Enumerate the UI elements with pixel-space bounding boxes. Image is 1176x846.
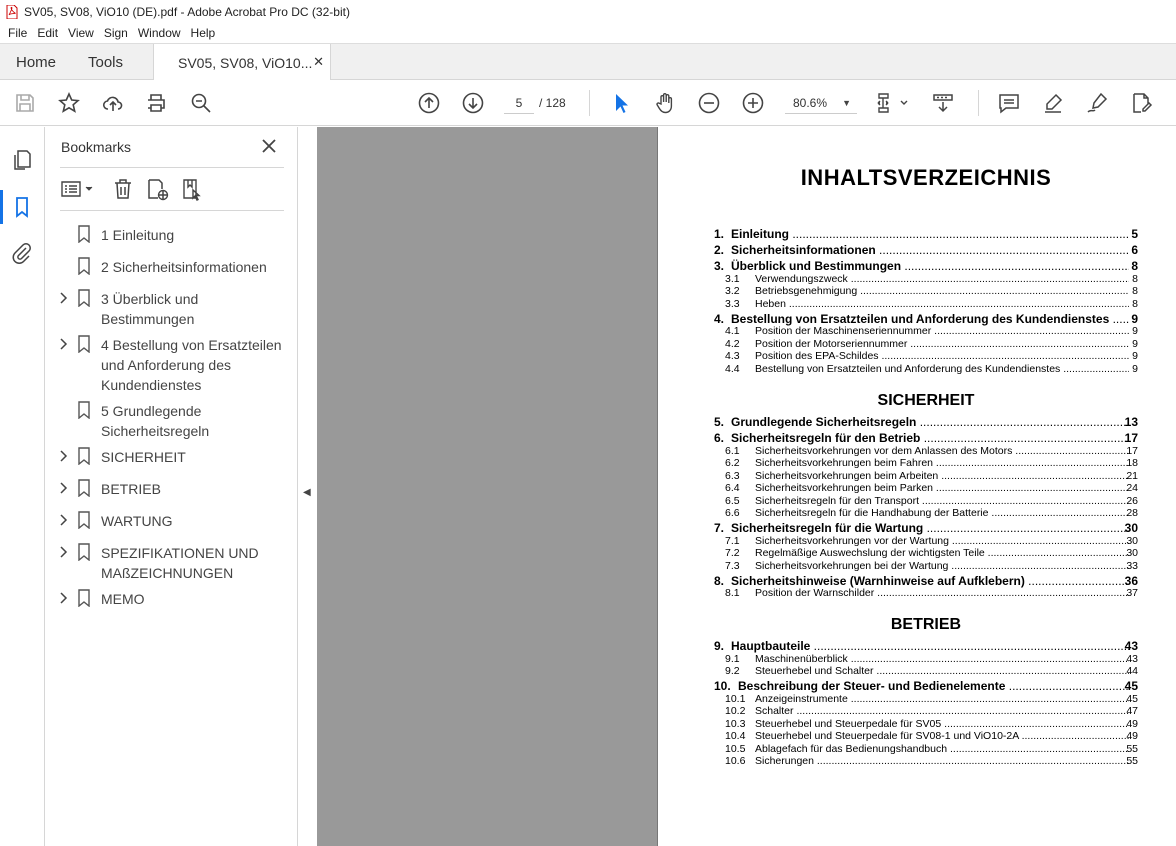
toc-page-number: 9 — [1132, 362, 1138, 375]
bookmark-from-selection-icon[interactable] — [180, 177, 204, 201]
toc-subsection-link[interactable] — [658, 325, 1176, 338]
previous-page-icon[interactable] — [417, 91, 441, 115]
toc-subsection-link[interactable] — [658, 743, 1176, 756]
toc-section-title: SICHERHEIT — [877, 392, 975, 409]
bookmark-flag-icon — [78, 335, 90, 353]
close-tab-icon[interactable]: ✕ — [313, 54, 324, 69]
toc-chapter-link[interactable] — [658, 227, 1176, 240]
tab-document[interactable] — [153, 44, 331, 81]
tab-document-label: SV05, SV08, ViO10... — [178, 54, 313, 71]
toc-title: Bestellung von Ersatzteilen und Anforderung des Kundendienstes ..... — [731, 312, 1129, 326]
toc-title: Sicherungen ..... — [755, 755, 1129, 767]
toc-subsection-link[interactable] — [658, 445, 1176, 458]
toc-title: Heben ..... — [755, 298, 1129, 310]
toc-title: Bestellung von Ersatzteilen und Anforderung des Kundendienstes ..... — [755, 363, 1129, 375]
toc-number: 5. — [714, 415, 725, 429]
toc-page-number: 8 — [1132, 272, 1138, 285]
toc-page-number: 26 — [1126, 494, 1138, 507]
toc-title: Sicherheitsinformationen ..... — [731, 243, 1129, 257]
toc-number: 3.3 — [725, 297, 740, 310]
bookmark-label: 5 Grundlegende Sicherheitsregeln — [101, 403, 210, 439]
toc-chapter-link[interactable] — [658, 259, 1176, 272]
bookmark-label: WARTUNG — [101, 513, 173, 529]
chevron-left-icon: ◀ — [303, 487, 311, 498]
zoom-level-value: 80.6% — [793, 96, 828, 110]
toc-title: Position der Warnschilder ..... — [755, 587, 1129, 599]
bookmark-flag-icon — [78, 543, 90, 561]
bookmark-options-menu-icon[interactable] — [60, 177, 98, 201]
toc-title: Sicherheitsregeln für den Betrieb ..... — [731, 431, 1129, 445]
toc-subsection-link[interactable] — [658, 535, 1176, 548]
menu-window[interactable]: Window — [137, 26, 181, 40]
toc-page-number: 21 — [1126, 469, 1138, 482]
menu-edit[interactable]: Edit — [37, 26, 59, 40]
toolbar — [0, 80, 1176, 126]
page-total: / 128 — [539, 96, 566, 110]
toc-chapter-link[interactable] — [658, 415, 1176, 428]
left-navigation-rail — [0, 127, 45, 846]
toc-number: 7.3 — [725, 559, 740, 572]
toc-title: Maschinenüberblick ..... — [755, 653, 1129, 665]
toc-chapter-link[interactable] — [658, 574, 1176, 587]
panel-divider — [60, 167, 284, 168]
toc-section-title: BETRIEB — [890, 616, 962, 633]
bookmark-flag-icon — [78, 589, 90, 607]
toc-number: 9.2 — [725, 665, 740, 677]
toc-chapter-link[interactable] — [658, 639, 1176, 652]
toc-page-number: 43 — [1126, 652, 1138, 665]
toc-number: 6. — [714, 431, 725, 445]
tab-bar — [0, 43, 1176, 80]
bookmark-flag-icon — [78, 511, 90, 529]
toc-number: 4.4 — [725, 362, 740, 375]
bookmark-flag-icon — [78, 289, 90, 307]
toc-number: 6.1 — [725, 444, 740, 457]
toc-title: Sicherheitsregeln für die Wartung ..... — [731, 521, 1129, 535]
bookmark-label: MEMO — [101, 591, 145, 607]
bookmark-flag-icon — [78, 447, 90, 465]
toc-page-number: 45 — [1124, 679, 1138, 693]
chevron-right-icon[interactable] — [57, 337, 69, 351]
toc-title: Sicherheitsvorkehrungen bei der Wartung ..... — [755, 560, 1129, 572]
toc-page-number: 5 — [1131, 227, 1138, 241]
toc-subsection-link[interactable] — [658, 363, 1176, 376]
bookmark-label: 2 Sicherheitsinformationen — [101, 259, 267, 275]
toc-number: 8.1 — [725, 587, 740, 599]
toc-page-number: 49 — [1126, 717, 1138, 730]
toc-page-number: 55 — [1126, 755, 1138, 767]
delete-bookmark-trash-icon[interactable] — [111, 177, 135, 201]
toc-page-number: 28 — [1126, 507, 1138, 519]
toc-subsection-link[interactable] — [658, 547, 1176, 560]
toc-subsection-link[interactable] — [658, 495, 1176, 508]
page-fit-icon[interactable] — [875, 91, 911, 115]
toc-page-number: 43 — [1124, 639, 1138, 653]
toc-title: Anzeigeinstrumente ..... — [755, 693, 1129, 705]
active-indicator — [0, 190, 3, 224]
toc-number: 10.1 — [725, 692, 746, 705]
toc-title: Sicherheitsvorkehrungen vor dem Anlassen des Motors ..... — [755, 445, 1129, 457]
toc-page-number: 17 — [1124, 431, 1138, 445]
window-title: SV05, SV08, ViO10 (DE).pdf - Adobe Acrobat Pro DC (32-bit) — [24, 4, 350, 19]
chevron-down-icon: ▼ — [842, 98, 851, 108]
bookmark-label: 4 Bestellung von Ersatzteilen und Anforderung des Kundendienstes — [101, 337, 282, 393]
bookmark-label: 3 Überblick und Bestimmungen — [101, 291, 199, 327]
hand-tool-icon[interactable] — [653, 91, 677, 115]
chevron-right-icon[interactable] — [57, 291, 69, 305]
toc-chapter-link[interactable] — [658, 312, 1176, 325]
toc-number: 9.1 — [725, 652, 740, 665]
toc-number: 1. — [714, 227, 725, 241]
toc-page-number: 9 — [1131, 311, 1138, 326]
toc-page-number: 36 — [1124, 573, 1138, 588]
toc-number: 7.2 — [725, 547, 740, 559]
toc-title: Hauptbauteile ..... — [731, 639, 1129, 653]
chevron-right-icon[interactable] — [57, 481, 69, 495]
toc-number: 10.2 — [725, 705, 746, 717]
tab-tools[interactable]: Tools — [88, 53, 124, 71]
toc-number: 10.5 — [725, 742, 746, 755]
highlight-pen-icon[interactable] — [1041, 91, 1065, 115]
select-cursor-icon[interactable] — [609, 91, 633, 115]
toc-subsection-link[interactable] — [658, 482, 1176, 495]
toc-number: 3. — [714, 259, 725, 273]
toc-title: Überblick und Bestimmungen ..... — [731, 259, 1129, 273]
toc-subsection-link[interactable] — [658, 457, 1176, 470]
toc-subsection-link[interactable] — [658, 587, 1176, 600]
toc-number: 6.3 — [725, 469, 740, 482]
scroll-mode-icon[interactable] — [931, 91, 955, 115]
zoom-in-icon[interactable] — [741, 91, 765, 115]
toc-title: Steuerhebel und Schalter ..... — [755, 665, 1129, 677]
toc-title: Steuerhebel und Steuerpedale für SV05 ..... — [755, 718, 1129, 730]
toc-chapter-link[interactable] — [658, 243, 1176, 256]
bookmark-flag-icon — [78, 257, 90, 275]
toc-subsection-link[interactable] — [658, 350, 1176, 363]
sign-pen-icon[interactable] — [1085, 91, 1109, 115]
new-bookmark-icon[interactable] — [145, 177, 169, 201]
zoom-search-icon[interactable] — [189, 91, 213, 115]
document-viewport[interactable] — [317, 127, 1176, 846]
toc-subsection-link[interactable] — [658, 693, 1176, 706]
bookmark-flag-icon — [78, 479, 90, 497]
toc-page-number: 37 — [1126, 587, 1138, 599]
next-page-icon[interactable] — [461, 91, 485, 115]
toc-title: Beschreibung der Steuer- und Bedienelemente ..... — [738, 679, 1129, 693]
toc-page-number: 44 — [1126, 665, 1138, 677]
toc-title: Position der Maschinenseriennummer ..... — [755, 325, 1129, 337]
toc-title: Einleitung ..... — [731, 227, 1129, 241]
acrobat-pdf-icon — [6, 5, 18, 19]
toc-number: 10.6 — [725, 755, 746, 767]
bookmark-label: SPEZIFIKATIONEN UND MAßZEICHNUNGEN — [101, 545, 259, 581]
pdf-page — [657, 127, 1176, 846]
toc-page-number: 13 — [1124, 415, 1138, 429]
bookmark-label: SICHERHEIT — [101, 449, 186, 465]
toc-page-number: 8 — [1131, 259, 1138, 273]
toc-page-number: 30 — [1126, 534, 1138, 547]
tab-home[interactable]: Home — [16, 53, 57, 71]
chevron-right-icon[interactable] — [57, 591, 69, 605]
toc-subsection-link[interactable] — [658, 718, 1176, 731]
print-icon[interactable] — [144, 91, 168, 115]
comment-icon[interactable] — [997, 91, 1021, 115]
toc-number: 6.5 — [725, 494, 740, 507]
toc-number: 10.4 — [725, 730, 746, 742]
toc-subsection-link[interactable] — [658, 507, 1176, 520]
menu-file[interactable]: File — [8, 26, 28, 40]
toc-number: 6.4 — [725, 482, 740, 494]
toc-page-number: 55 — [1126, 742, 1138, 755]
toc-title: Ablagefach für das Bedienungshandbuch ..... — [755, 743, 1129, 755]
toc-subsection-link[interactable] — [658, 470, 1176, 483]
toc-page-number: 8 — [1132, 285, 1138, 297]
toc-title: Sicherheitsregeln für die Handhabung der Batterie ..... — [755, 507, 1129, 519]
panel-divider — [60, 210, 284, 211]
toc-number: 4.2 — [725, 337, 740, 350]
toc-title: Schalter ..... — [755, 705, 1129, 717]
toc-chapter-link[interactable] — [658, 431, 1176, 444]
bookmarks-panel-title: Bookmarks — [61, 139, 132, 155]
toc-subsection-link[interactable] — [658, 730, 1176, 743]
bookmarks-icon[interactable] — [10, 195, 34, 219]
toc-number: 7. — [714, 521, 725, 535]
toc-subsection-link[interactable] — [658, 285, 1176, 298]
toc-subsection-link[interactable] — [658, 560, 1176, 573]
bookmark-flag-icon — [78, 225, 90, 243]
toc-subsection-link[interactable] — [658, 273, 1176, 286]
toc-page-number: 24 — [1126, 482, 1138, 494]
zoom-out-icon[interactable] — [697, 91, 721, 115]
toc-page-number: 18 — [1126, 457, 1138, 469]
toc-title: Sicherheitsregeln für den Transport ..... — [755, 495, 1129, 507]
close-panel-icon[interactable] — [259, 136, 279, 156]
toc-title: Regelmäßige Auswechslung der wichtigsten Teile ..... — [755, 547, 1129, 559]
toc-title: Verwendungszweck ..... — [755, 273, 1129, 285]
toc-number: 9. — [714, 639, 725, 653]
page-number-input[interactable]: 5 — [504, 92, 534, 114]
save-icon[interactable] — [13, 91, 37, 115]
page-thumbnails-icon[interactable] — [10, 148, 34, 172]
collapse-panel-handle[interactable] — [298, 127, 317, 846]
toc-page-number: 47 — [1126, 705, 1138, 717]
toc-page-number: 45 — [1126, 692, 1138, 705]
toc-subsection-link[interactable] — [658, 653, 1176, 666]
toc-page-number: 17 — [1126, 444, 1138, 457]
toc-title: Grundlegende Sicherheitsregeln ..... — [731, 415, 1129, 429]
toc-number: 2. — [714, 243, 725, 257]
edit-pdf-icon[interactable] — [1129, 91, 1153, 115]
toc-page-number: 9 — [1132, 325, 1138, 337]
toc-page-number: 33 — [1126, 559, 1138, 572]
menu-help[interactable]: Help — [190, 26, 216, 40]
chevron-right-icon[interactable] — [57, 449, 69, 463]
toc-number: 3.1 — [725, 272, 740, 285]
toc-page-number: 6 — [1131, 243, 1138, 257]
toc-subsection-link[interactable] — [658, 665, 1176, 678]
toc-number: 10.3 — [725, 717, 746, 730]
toc-title: Position der Motorseriennummer ..... — [755, 338, 1129, 350]
toc-title: Sicherheitsvorkehrungen vor der Wartung ..... — [755, 535, 1129, 547]
toc-title: Position des EPA-Schildes ..... — [755, 350, 1129, 362]
bookmarks-panel — [45, 127, 298, 846]
toc-title: Sicherheitsvorkehrungen beim Parken ..... — [755, 482, 1129, 494]
title-bar — [0, 0, 1176, 23]
toc-page-number: 9 — [1132, 350, 1138, 362]
toc-number: 7.1 — [725, 534, 740, 547]
toc-title: Betriebsgenehmigung ..... — [755, 285, 1129, 297]
menu-sign[interactable]: Sign — [103, 26, 128, 40]
toc-title: Sicherheitsvorkehrungen beim Arbeiten ..... — [755, 470, 1129, 482]
toc-number: 4. — [714, 311, 725, 326]
toc-heading: INHALTSVERZEICHNIS — [800, 165, 1052, 190]
toc-page-number: 30 — [1124, 521, 1138, 535]
toc-subsection-link[interactable] — [658, 755, 1176, 768]
toc-page-number: 8 — [1132, 297, 1138, 310]
toc-number: 10. — [714, 679, 731, 693]
toc-number: 8. — [714, 573, 725, 588]
toc-number: 4.3 — [725, 350, 740, 362]
toc-subsection-link[interactable] — [658, 298, 1176, 311]
toolbar-divider — [589, 90, 590, 116]
toc-title: Sicherheitsvorkehrungen beim Fahren ..... — [755, 457, 1129, 469]
chevron-right-icon[interactable] — [57, 545, 69, 559]
upload-cloud-icon[interactable] — [101, 91, 125, 115]
chevron-right-icon[interactable] — [57, 513, 69, 527]
toc-subsection-link[interactable] — [658, 338, 1176, 351]
toc-page-number: 49 — [1126, 730, 1138, 742]
menu-view[interactable]: View — [68, 26, 94, 40]
toc-page-number: 30 — [1126, 547, 1138, 559]
star-icon[interactable] — [57, 91, 81, 115]
menu-bar — [0, 23, 1176, 43]
toc-number: 3.2 — [725, 285, 740, 297]
toc-chapter-link[interactable] — [658, 521, 1176, 534]
toc-number: 6.2 — [725, 457, 740, 469]
toc-number: 6.6 — [725, 507, 740, 519]
toc-title: Steuerhebel und Steuerpedale für SV08-1 und ViO10-2A ..... — [755, 730, 1129, 742]
toc-page-number: 9 — [1132, 337, 1138, 350]
zoom-level-select[interactable] — [785, 92, 857, 114]
bookmark-flag-icon — [78, 401, 90, 419]
toc-title: Sicherheitshinweise (Warnhinweise auf Aufklebern) ..... — [731, 574, 1129, 588]
toc-chapter-link[interactable] — [658, 679, 1176, 692]
bookmark-label: BETRIEB — [101, 481, 161, 497]
toolbar-divider — [978, 90, 979, 116]
toc-subsection-link[interactable] — [658, 705, 1176, 718]
bookmark-label: 1 Einleitung — [101, 227, 175, 243]
attachments-paperclip-icon[interactable] — [10, 241, 34, 265]
toc-number: 4.1 — [725, 325, 740, 337]
